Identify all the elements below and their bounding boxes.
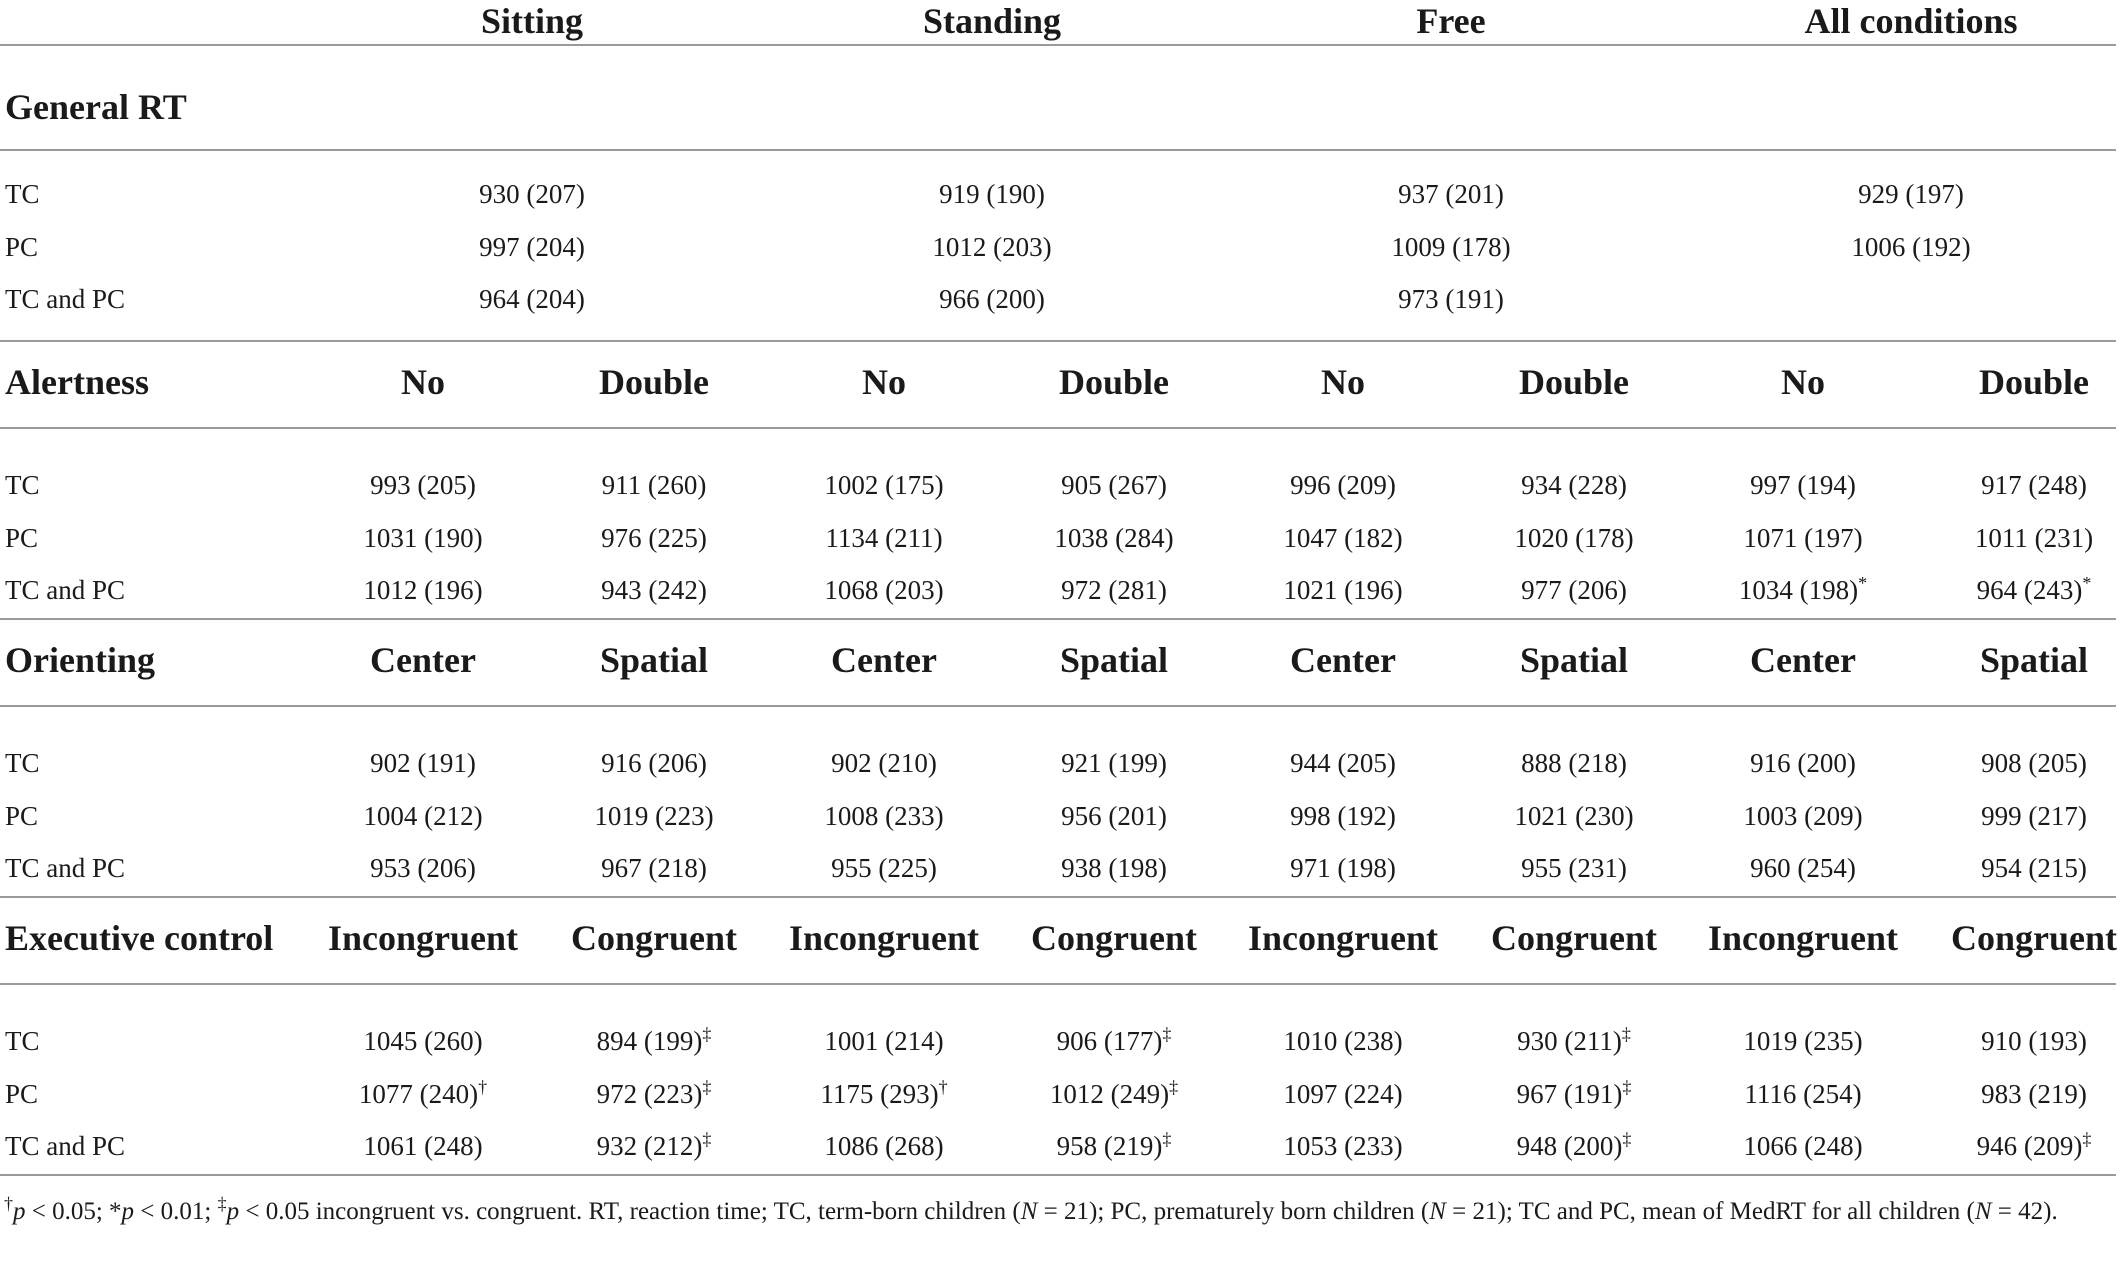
section-title: Executive control [5, 918, 274, 958]
cell-value: 906 (177) [1056, 1026, 1163, 1056]
table-cell [601, 577, 707, 604]
table-cell [1056, 1024, 1172, 1056]
table-cell [1981, 472, 2087, 499]
cell-value: 1010 (238) [1283, 1026, 1403, 1056]
cell-value: 1175 (293) [820, 1079, 939, 1109]
subcolumn-header: No [1321, 362, 1365, 402]
row-label: PC [5, 801, 39, 831]
table-cell [1521, 577, 1627, 604]
cell-value: 1053 (233) [1283, 1131, 1403, 1161]
cell-value: 888 (218) [1521, 748, 1627, 778]
table-cell [1283, 1028, 1402, 1055]
cell-value: 996 (209) [1290, 470, 1396, 500]
table-cell [596, 1129, 712, 1161]
cell-value: 1012 (249) [1049, 1079, 1170, 1109]
column-header: All conditions [1804, 1, 2018, 41]
cell-value: 967 (218) [601, 853, 707, 883]
significance-mark: ‡ [702, 1024, 712, 1044]
row-label: TC and PC [5, 1131, 126, 1161]
table-cell [1290, 750, 1396, 777]
cell-value: 1097 (224) [1283, 1079, 1403, 1109]
footnote-double-dagger: ‡ [217, 1193, 227, 1214]
table-cell [1049, 1077, 1179, 1109]
row-label: TC and PC [5, 575, 126, 605]
cell-value: 934 (228) [1521, 470, 1627, 500]
cell-value: 1031 (190) [363, 523, 483, 553]
footnote-text: = 21); TC and PC, mean of MedRT for all children ( [1445, 1198, 1975, 1225]
row-label: TC [5, 179, 40, 209]
footnote-text: < 0.05; * [25, 1198, 122, 1225]
table-cell [370, 750, 476, 777]
table-cell [1061, 750, 1167, 777]
table-cell [1981, 803, 2087, 830]
cell-value: 956 (201) [1061, 801, 1167, 831]
table-cell [1061, 577, 1167, 604]
cell-value: 960 (254) [1750, 853, 1856, 883]
table-cell: 1006 (192) [1851, 232, 1971, 262]
table-rule [0, 896, 2116, 898]
table-cell [824, 1028, 943, 1055]
table-cell [1290, 803, 1396, 830]
table-cell [363, 525, 482, 552]
subcolumn-header: Spatial [1979, 640, 2089, 680]
significance-mark: ‡ [1162, 1024, 1172, 1044]
cell-value: 1001 (214) [824, 1026, 944, 1056]
table-cell [1975, 525, 2093, 552]
cell-value: 902 (191) [370, 748, 476, 778]
table-cell [824, 577, 943, 604]
table-cell [1743, 803, 1862, 830]
cell-value: 1045 (260) [363, 1026, 483, 1056]
subcolumn-header: No [1781, 362, 1825, 402]
table-cell [602, 472, 707, 499]
significance-mark: ‡ [1169, 1077, 1179, 1097]
cell-value: 1002 (175) [824, 470, 944, 500]
row-label: TC [5, 748, 40, 778]
table-cell [1283, 1081, 1402, 1108]
table-rule [0, 1174, 2116, 1176]
cell-value: 1008 (233) [824, 801, 944, 831]
significance-mark: ‡ [1622, 1129, 1632, 1149]
table-cell: 973 (191) [1398, 284, 1504, 314]
footnote-text: = 21); PC, prematurely born children ( [1037, 1198, 1430, 1225]
significance-mark: † [478, 1077, 488, 1097]
table-rule [0, 618, 2116, 620]
subcolumn-header: Incongruent [788, 918, 980, 958]
significance-mark: * [2082, 573, 2092, 593]
subcolumn-header: Spatial [599, 640, 709, 680]
table-cell: 937 (201) [1398, 179, 1504, 209]
cell-value: 972 (281) [1061, 575, 1167, 605]
column-header: Free [1416, 1, 1486, 41]
section-title: Orienting [5, 640, 155, 680]
significance-mark: ‡ [1622, 1077, 1632, 1097]
subcolumn-header: No [862, 362, 906, 402]
cell-value: 1012 (196) [363, 575, 483, 605]
column-header: Sitting [480, 1, 584, 41]
table-cell [1514, 525, 1633, 552]
cell-value: 910 (193) [1981, 1026, 2087, 1056]
cell-value: 958 (219) [1056, 1131, 1163, 1161]
subcolumn-header: Center [831, 640, 937, 680]
table-cell [1283, 577, 1402, 604]
table-cell [1743, 525, 1862, 552]
cell-value: 902 (210) [831, 748, 937, 778]
cell-value: 977 (206) [1521, 575, 1627, 605]
cell-value: 948 (200) [1516, 1131, 1623, 1161]
subcolumn-header: Center [370, 640, 476, 680]
table-cell [820, 1077, 948, 1109]
subcolumn-header: Incongruent [327, 918, 519, 958]
cell-value: 1011 (231) [1974, 523, 2094, 553]
footnote-n: N [1974, 1198, 1992, 1225]
cell-value: 954 (215) [1981, 853, 2087, 883]
cell-value: 998 (192) [1290, 801, 1396, 831]
subcolumn-header: Double [1058, 362, 1170, 402]
table-cell [1061, 803, 1167, 830]
significance-mark: ‡ [702, 1077, 712, 1097]
subcolumn-header: Congruent [570, 918, 738, 958]
cell-value: 938 (198) [1061, 853, 1167, 883]
table-cell [1750, 855, 1856, 882]
table-cell [363, 803, 482, 830]
row-label: PC [5, 1079, 39, 1109]
subcolumn-header: Double [1978, 362, 2090, 402]
significance-mark: * [1858, 573, 1868, 593]
table-rule [0, 149, 2116, 151]
footnote-p: p [13, 1198, 26, 1225]
table-cell: 964 (204) [479, 284, 585, 314]
subcolumn-header: Congruent [1490, 918, 1658, 958]
cell-value: 1004 (212) [363, 801, 483, 831]
table-cell [1750, 472, 1856, 499]
table-rule [0, 705, 2116, 707]
table-cell [831, 855, 937, 882]
cell-value: 955 (231) [1521, 853, 1627, 883]
subcolumn-header: Double [598, 362, 710, 402]
cell-value: 1021 (196) [1283, 575, 1403, 605]
cell-value: 1019 (223) [594, 801, 714, 831]
table-footnote [4, 1193, 2114, 1231]
footnote-p: p [121, 1198, 135, 1225]
cell-value: 1066 (248) [1743, 1131, 1863, 1161]
cell-value: 971 (198) [1290, 853, 1396, 883]
table-cell [601, 750, 707, 777]
table-cell: 966 (200) [939, 284, 1045, 314]
cell-value: 993 (205) [370, 470, 476, 500]
cell-value: 1061 (248) [363, 1131, 483, 1161]
subcolumn-header: Center [1750, 640, 1856, 680]
cell-value: 964 (243) [1976, 575, 2083, 605]
significance-mark: ‡ [1621, 1024, 1631, 1044]
cell-value: 1047 (182) [1283, 523, 1403, 553]
cell-value: 983 (219) [1981, 1079, 2087, 1109]
row-label: TC [5, 470, 40, 500]
table-cell [1743, 1133, 1862, 1160]
cell-value: 944 (205) [1290, 748, 1396, 778]
row-label: TC [5, 1026, 40, 1056]
cell-value: 1020 (178) [1514, 523, 1634, 553]
table-cell [1283, 1133, 1402, 1160]
section-title: General RT [5, 87, 187, 127]
cell-value: 1034 (198) [1738, 575, 1859, 605]
table-cell [1981, 1028, 2087, 1055]
table-cell [824, 1133, 943, 1160]
table-cell [363, 1028, 482, 1055]
subcolumn-header: Incongruent [1247, 918, 1439, 958]
table-cell [825, 525, 942, 552]
table-cell [1516, 1129, 1632, 1161]
footnote-dagger: † [4, 1193, 13, 1214]
cell-value: 1077 (240) [358, 1079, 479, 1109]
cell-value: 1021 (230) [1514, 801, 1634, 831]
cell-value: 1086 (268) [824, 1131, 944, 1161]
table-rule [0, 983, 2116, 985]
significance-mark: ‡ [1162, 1129, 1172, 1149]
significance-mark: ‡ [702, 1129, 712, 1149]
cell-value: 916 (206) [601, 748, 707, 778]
table-cell: 1009 (178) [1391, 232, 1511, 262]
cell-value: 1068 (203) [824, 575, 944, 605]
cell-value: 967 (191) [1516, 1079, 1623, 1109]
row-label: TC and PC [5, 284, 126, 314]
footnote-n: N [1020, 1198, 1038, 1225]
table-cell: 929 (197) [1858, 179, 1964, 209]
table-cell [596, 1024, 712, 1056]
cell-value: 894 (199) [596, 1026, 703, 1056]
table-cell [1056, 1129, 1172, 1161]
footnote-text: < 0.05 incongruent vs. congruent. RT, reaction time; TC, term-born children ( [239, 1198, 1021, 1225]
cell-value: 976 (225) [601, 523, 707, 553]
table-cell [1976, 1129, 2092, 1161]
table-cell [370, 472, 476, 499]
table-rule [0, 44, 2116, 46]
table-cell [1744, 1081, 1861, 1108]
table-cell [1061, 855, 1167, 882]
table-cell [1521, 472, 1627, 499]
cell-value: 946 (209) [1976, 1131, 2083, 1161]
table-cell [824, 472, 943, 499]
cell-value: 905 (267) [1061, 470, 1167, 500]
table-cell [1981, 750, 2087, 777]
table-cell [363, 577, 482, 604]
table-cell: 997 (204) [479, 232, 585, 262]
table-cell [370, 855, 476, 882]
table-cell [1521, 750, 1627, 777]
footnote-p: p [226, 1198, 240, 1225]
table-cell [1981, 1081, 2087, 1108]
table-cell [1516, 1077, 1632, 1109]
cell-value: 1019 (235) [1743, 1026, 1863, 1056]
cell-value: 955 (225) [831, 853, 937, 883]
table-cell [1738, 573, 1868, 605]
table-cell [1061, 472, 1167, 499]
table-rule [0, 340, 2116, 342]
table-rule [0, 427, 2116, 429]
table-cell [1981, 855, 2087, 882]
cell-value: 997 (194) [1750, 470, 1856, 500]
table-cell [1743, 1028, 1862, 1055]
table-cell [596, 1077, 712, 1109]
table-cell [1283, 525, 1402, 552]
section-title: Alertness [5, 362, 149, 402]
footnote-n: N [1429, 1198, 1446, 1225]
cell-value: 908 (205) [1981, 748, 2087, 778]
table-cell [1290, 855, 1396, 882]
subcolumn-header: No [401, 362, 445, 402]
cell-value: 916 (200) [1750, 748, 1856, 778]
table-cell: 919 (190) [939, 179, 1045, 209]
table-cell [831, 750, 937, 777]
subcolumn-header: Center [1290, 640, 1396, 680]
subcolumn-header: Spatial [1059, 640, 1169, 680]
table-cell [1054, 525, 1173, 552]
table-cell [363, 1133, 482, 1160]
subcolumn-header: Incongruent [1707, 918, 1899, 958]
table-cell [1521, 855, 1627, 882]
table-cell: 930 (207) [479, 179, 585, 209]
cell-value: 911 (260) [601, 470, 707, 500]
cell-value: 1071 (197) [1743, 523, 1863, 553]
table-cell [1517, 1024, 1631, 1056]
table-cell [601, 525, 707, 552]
table-cell [1750, 750, 1856, 777]
footnote-text: = 42). [1991, 1198, 2058, 1225]
table-cell [1514, 803, 1633, 830]
cell-value: 999 (217) [1981, 801, 2087, 831]
cell-value: 972 (223) [596, 1079, 703, 1109]
table-cell [594, 803, 713, 830]
table-cell [824, 803, 943, 830]
table-cell [358, 1077, 488, 1109]
table-cell: 1012 (203) [932, 232, 1052, 262]
subcolumn-header: Double [1518, 362, 1630, 402]
column-header: Standing [922, 1, 1062, 41]
cell-value: 932 (212) [596, 1131, 703, 1161]
cell-value: 930 (211) [1517, 1026, 1622, 1056]
subcolumn-header: Congruent [1950, 918, 2118, 958]
table-cell [1290, 472, 1396, 499]
table-cell [1976, 573, 2092, 605]
subcolumn-header: Congruent [1030, 918, 1198, 958]
table-cell [601, 855, 707, 882]
cell-value: 921 (199) [1061, 748, 1167, 778]
subcolumn-header: Spatial [1519, 640, 1629, 680]
cell-value: 1003 (209) [1743, 801, 1863, 831]
cell-value: 943 (242) [601, 575, 707, 605]
cell-value: 1038 (284) [1054, 523, 1174, 553]
row-label: TC and PC [5, 853, 126, 883]
cell-value: 953 (206) [370, 853, 476, 883]
cell-value: 917 (248) [1981, 470, 2087, 500]
row-label: PC [5, 523, 39, 553]
row-label: PC [5, 232, 39, 262]
cell-value: 1116 (254) [1744, 1079, 1862, 1109]
footnote-text: < 0.01; [134, 1198, 218, 1225]
significance-mark: ‡ [2082, 1129, 2092, 1149]
cell-value: 1134 (211) [825, 523, 943, 553]
significance-mark: † [938, 1077, 948, 1097]
